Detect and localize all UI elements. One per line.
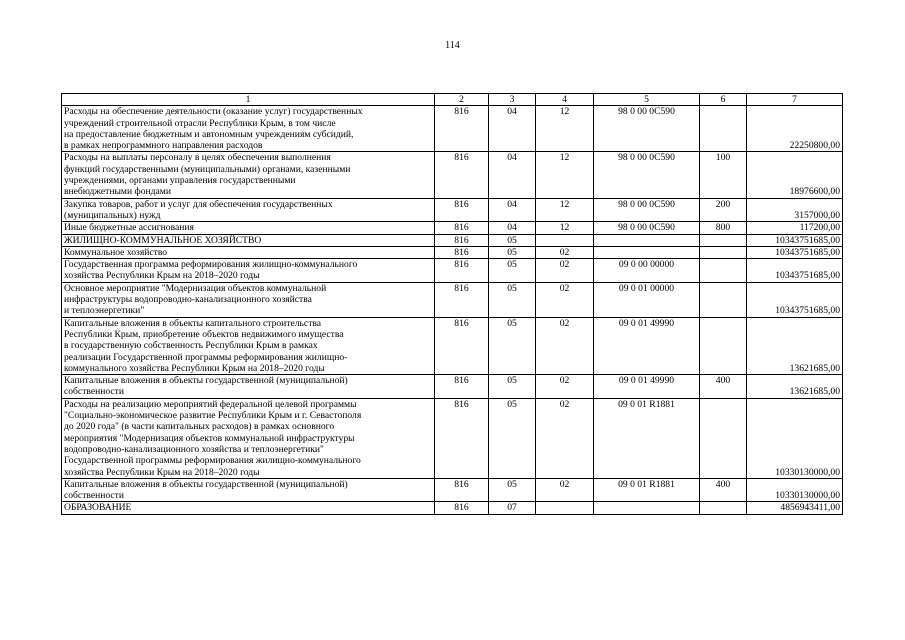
header-cell: 4 [536,94,594,106]
subsection-code-cell: 12 [536,152,594,198]
expense-type-cell: 400 [700,478,747,502]
row-name-line: учреждениями, органами управления государственными [64,175,296,187]
section-code-cell: 05 [489,398,536,478]
row-name-cell [62,106,435,152]
table-row [62,502,843,514]
expense-type-cell [700,282,747,317]
row-name-line: хозяйства Республики Крым на 2018–2020 годы [64,466,260,478]
ministry-code-cell: 816 [435,222,489,234]
subsection-code-cell: 02 [536,375,594,399]
row-name-line: водопроводно-канализационного хозяйства и теплоэнергетики" [64,443,324,455]
row-name-line: Расходы на реализацию мероприятий федеральной целевой программы [64,398,357,410]
ministry-code-cell: 816 [435,502,489,514]
expense-type-cell: 100 [700,152,747,198]
row-name-cell [62,502,435,514]
row-name-cell [62,222,435,234]
section-code-cell: 05 [489,234,536,246]
row-name-line: (муниципальных) нужд [64,209,161,221]
row-name-line: Расходы на обеспечение деятельности (оказание услуг) государственных [64,106,363,118]
ministry-code-cell: 816 [435,198,489,222]
ministry-code-cell: 816 [435,478,489,502]
expense-type-cell [700,246,747,258]
subsection-code-cell: 02 [536,259,594,283]
table-header-row [62,94,843,106]
budget-table [61,93,843,515]
row-name-line: Капитальные вложения в объекты государственной (муниципальной) [64,375,348,387]
amount-cell: 117200,00 [747,222,843,234]
row-name-line: "Социально-экономическое развитие Республики Крым и г. Севастополя [64,410,362,422]
row-name-cell [62,478,435,502]
target-article-cell: 09 0 01 49990 [594,317,700,374]
row-name-line: собственности [64,386,125,398]
row-name-line: Государственная программа реформирования жилищно-коммунального [64,259,358,271]
amount-cell: 10330130000,00 [747,398,843,478]
row-name-cell [62,152,435,198]
ministry-code-cell: 816 [435,282,489,317]
table-row [62,222,843,234]
expense-type-cell [700,234,747,246]
row-name-line: функций государственными (муниципальными) органами, казенными [64,163,351,175]
row-name-line: коммунального хозяйства Республики Крым на 2018–2020 годы [64,362,325,374]
row-name-line: Капитальные вложения в объекты капитального строительства [64,317,322,329]
table-row [62,152,843,198]
row-name-line: Коммунальное хозяйство [64,246,168,258]
subsection-code-cell [536,234,594,246]
header-cell: 5 [594,94,700,106]
target-article-cell: 98 0 00 0С590 [594,152,700,198]
page-number: 114 [445,40,460,51]
section-code-cell: 04 [489,222,536,234]
amount-cell: 4856943411,00 [747,502,843,514]
row-name-line: реализации Государственной программы реформирования жилищно- [64,351,348,363]
row-name-line: мероприятия "Модернизация объектов коммунальной инфраструктуры [64,432,355,444]
section-code-cell: 04 [489,152,536,198]
ministry-code-cell: 816 [435,246,489,258]
table-row [62,234,843,246]
target-article-cell: 09 0 01 R1881 [594,398,700,478]
ministry-code-cell: 816 [435,106,489,152]
subsection-code-cell [536,502,594,514]
amount-cell: 10330130000,00 [747,478,843,502]
expense-type-cell: 200 [700,198,747,222]
row-name-line: внебюджетными фондами [64,186,171,198]
row-name-line: учреждений строительной отрасли Республики Крым, в том числе [64,117,336,129]
section-code-cell: 05 [489,282,536,317]
table-row [62,478,843,502]
row-name-line: Закупка товаров, работ и услуг для обеспечения государственных [64,198,333,210]
subsection-code-cell: 02 [536,246,594,258]
row-name-line: ОБРАЗОВАНИЕ [64,502,132,514]
header-cell: 7 [747,94,843,106]
subsection-code-cell: 12 [536,222,594,234]
table-row [62,106,843,152]
row-name-cell [62,282,435,317]
target-article-cell [594,502,700,514]
section-code-cell: 05 [489,259,536,283]
subsection-code-cell: 12 [536,198,594,222]
row-name-cell [62,317,435,374]
row-name-line: на предоставление бюджетным и автономным учреждениям субсидий, [64,128,354,140]
target-article-cell [594,246,700,258]
section-code-cell: 05 [489,246,536,258]
header-cell: 3 [489,94,536,106]
amount-cell: 10343751685,00 [747,234,843,246]
table-row [62,282,843,317]
target-article-cell [594,234,700,246]
table-row [62,246,843,258]
subsection-code-cell: 02 [536,398,594,478]
amount-cell: 10343751685,00 [747,246,843,258]
expense-type-cell: 800 [700,222,747,234]
expense-type-cell: 400 [700,375,747,399]
section-code-cell: 07 [489,502,536,514]
target-article-cell: 98 0 00 0С590 [594,222,700,234]
row-name-cell [62,246,435,258]
target-article-cell: 98 0 00 0С590 [594,106,700,152]
amount-cell: 18976600,00 [747,152,843,198]
table-row [62,198,843,222]
amount-cell: 22250800,00 [747,106,843,152]
header-cell: 6 [700,94,747,106]
row-name-line: Республики Крым, приобретение объектов недвижимого имущества [64,328,344,340]
row-name-line: Капитальные вложения в объекты государственной (муниципальной) [64,478,348,490]
ministry-code-cell: 816 [435,259,489,283]
amount-cell: 10343751685,00 [747,282,843,317]
row-name-line: в рамках непрограммного направления расходов [64,140,263,152]
row-name-line: до 2020 года" (в части капитальных расходов) в рамках основного [64,421,335,433]
expense-type-cell [700,259,747,283]
amount-cell: 13621685,00 [747,375,843,399]
section-code-cell: 05 [489,317,536,374]
ministry-code-cell: 816 [435,234,489,246]
ministry-code-cell: 816 [435,398,489,478]
expense-type-cell [700,317,747,374]
section-code-cell: 04 [489,106,536,152]
row-name-line: хозяйства Республики Крым на 2018–2020 годы [64,270,260,282]
subsection-code-cell: 02 [536,282,594,317]
subsection-code-cell: 02 [536,478,594,502]
header-cell: 1 [62,94,435,106]
section-code-cell: 04 [489,198,536,222]
row-name-line: Основное мероприятие "Модернизация объектов коммунальной [64,282,327,294]
row-name-line: Иные бюджетные ассигнования [64,222,194,234]
row-name-cell [62,234,435,246]
row-name-line: Расходы на выплаты персоналу в целях обеспечения выполнения [64,152,331,164]
expense-type-cell [700,502,747,514]
expense-type-cell [700,106,747,152]
row-name-cell [62,398,435,478]
target-article-cell: 09 0 01 00000 [594,282,700,317]
row-name-cell [62,375,435,399]
row-name-line: и теплоэнергетики" [64,305,145,317]
row-name-cell [62,259,435,283]
target-article-cell: 09 0 01 49990 [594,375,700,399]
ministry-code-cell: 816 [435,152,489,198]
row-name-line: ЖИЛИЩНО-КОММУНАЛЬНОЕ ХОЗЯЙСТВО [64,234,262,246]
ministry-code-cell: 816 [435,375,489,399]
row-name-cell [62,198,435,222]
target-article-cell: 09 0 00 00000 [594,259,700,283]
section-code-cell: 05 [489,375,536,399]
target-article-cell: 98 0 00 0С590 [594,198,700,222]
row-name-line: инфраструктуры водопроводно-канализационного хозяйства [64,294,312,306]
table-row [62,259,843,283]
amount-cell: 3157000,00 [747,198,843,222]
table-row [62,375,843,399]
row-name-line: Государственной программы реформирования жилищно-коммунального [64,455,361,467]
table-row [62,317,843,374]
table-row [62,398,843,478]
row-name-line: в государственную собственность Республики Крым в рамках [64,340,318,352]
amount-cell: 10343751685,00 [747,259,843,283]
header-cell: 2 [435,94,489,106]
amount-cell: 13621685,00 [747,317,843,374]
section-code-cell: 05 [489,478,536,502]
target-article-cell: 09 0 01 R1881 [594,478,700,502]
row-name-line: собственности [64,490,125,502]
ministry-code-cell: 816 [435,317,489,374]
subsection-code-cell: 02 [536,317,594,374]
subsection-code-cell: 12 [536,106,594,152]
expense-type-cell [700,398,747,478]
